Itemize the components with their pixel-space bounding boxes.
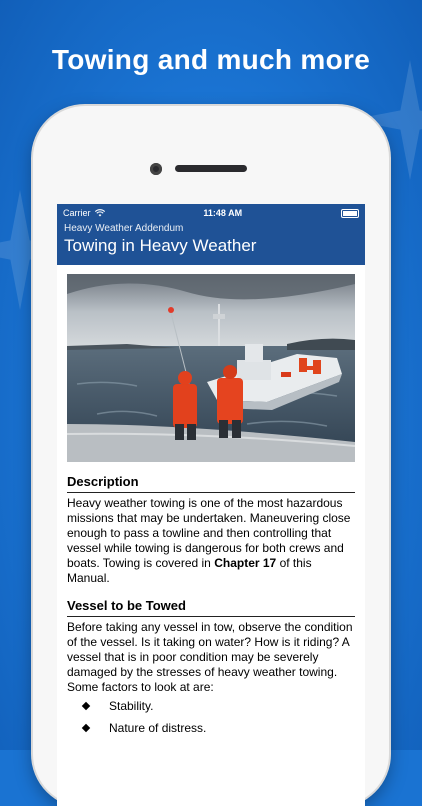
- headline: Towing and much more: [51, 44, 371, 75]
- description-heading: Description: [67, 474, 355, 493]
- nav-subtitle: Heavy Weather Addendum: [64, 223, 184, 234]
- front-camera: [150, 163, 162, 175]
- towing-photo: [67, 274, 355, 462]
- earpiece-speaker: [175, 165, 247, 172]
- list-item: Nature of distress.: [81, 717, 351, 739]
- nav-title: Towing in Heavy Weather: [64, 236, 257, 255]
- status-bar: [57, 204, 365, 222]
- carrier-label: Carrier: [63, 208, 91, 218]
- factor-list: [81, 695, 351, 739]
- wifi-icon: [95, 209, 105, 217]
- battery-icon: [341, 209, 359, 218]
- chapter-reference: Chapter 17: [214, 556, 277, 570]
- description-text: Heavy weather towing is one of the most hazardous missions that may be undertaken. Maneuvering close enough to pass a towline and then controlling that vessel while towing is dangerous for both crews and boats. Towing is covered in Chapter 17 of this Manual.: [67, 496, 351, 585]
- status-time: 11:48 AM: [203, 208, 243, 218]
- phone-frame: [33, 106, 389, 806]
- article-content[interactable]: [57, 268, 365, 806]
- vessel-text: Before taking any vessel in tow, observe the condition of the vessel. Is it taking on water? How is it riding? A vessel that is in poor condition may be severely damaged by the stresses of heavy weather towing. Some factors to look at are:: [67, 620, 353, 694]
- diamond-bullet-icon: [82, 724, 90, 732]
- vessel-heading: Vessel to be Towed: [67, 598, 355, 617]
- app-screen: [57, 204, 365, 806]
- list-item: Stability.: [81, 695, 351, 717]
- diamond-bullet-icon: [82, 702, 90, 710]
- navigation-bar: [57, 222, 365, 265]
